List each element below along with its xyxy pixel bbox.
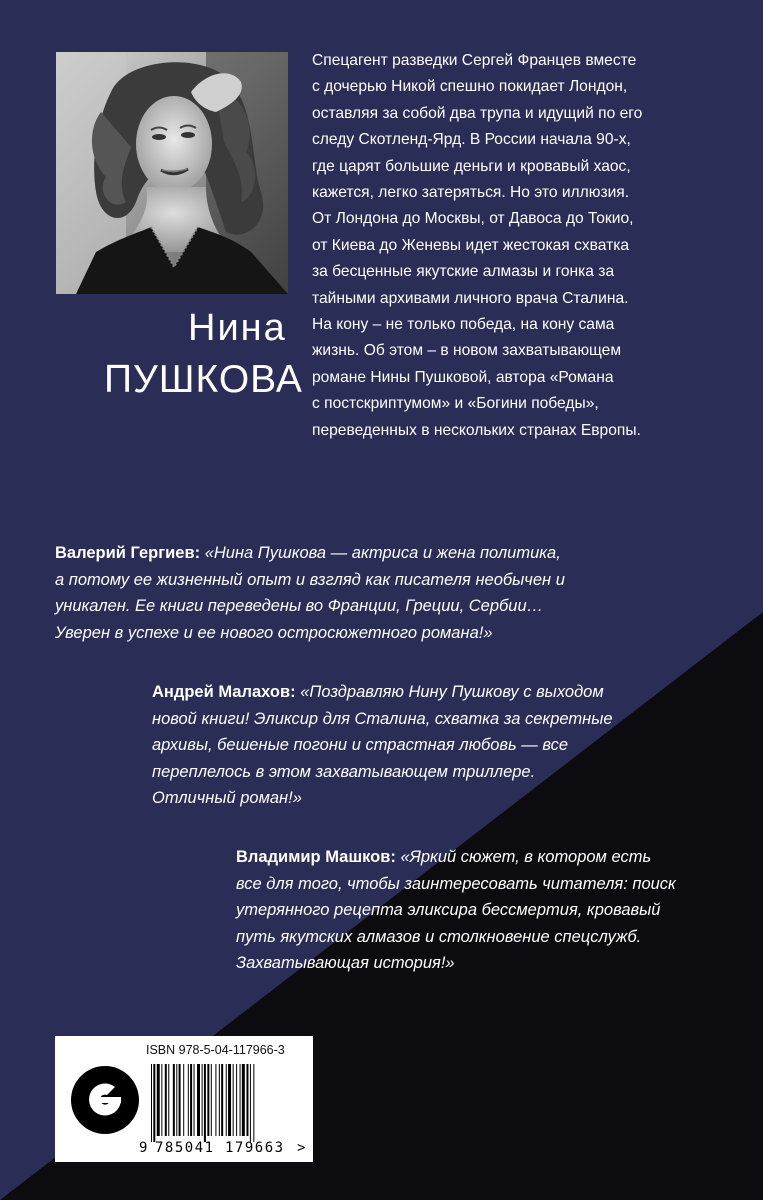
quote-line: Захватывающая история!» <box>236 954 455 973</box>
quote-line: Уверен в успехе и ее нового остросюжетного романа!» <box>55 623 493 642</box>
quote-line: архивы, бешеные погони и страстная любовь — все <box>152 736 569 755</box>
barcode-bar <box>246 1064 248 1136</box>
barcode-bar <box>173 1064 175 1136</box>
barcode-bar <box>221 1064 223 1136</box>
barcode-bar <box>176 1064 177 1136</box>
barcode-bar <box>183 1064 184 1136</box>
blurb-line: романе Нины Пушковой, автора «Романа <box>312 368 614 386</box>
book-blurb <box>312 48 708 444</box>
barcode-bar <box>161 1064 162 1136</box>
barcode-bar <box>194 1064 195 1136</box>
blurb-line: с постскриптумом» и «Богини победы», <box>312 395 599 413</box>
barcode-bar <box>253 1064 254 1142</box>
blurb-line: с дочерью Никой спешно покидает Лондон, <box>312 78 628 96</box>
barcode-bar <box>179 1064 181 1136</box>
author-photo <box>56 52 288 294</box>
barcode-bar <box>226 1064 227 1136</box>
author-first-name: Нина <box>188 307 287 349</box>
blurb-line: Спецагент разведки Сергей Францев вместе <box>312 52 637 69</box>
quote-line: все для того, чтобы заинтересовать читателя: поиск <box>236 874 676 893</box>
quote-line: переплелось в этом захватывающем триллере. <box>152 762 536 781</box>
barcode-bar <box>219 1064 220 1136</box>
barcode-left-digits: 785041 <box>155 1140 215 1156</box>
blurb-line: тайными архивами личного врача Сталина. <box>312 289 629 307</box>
barcode-bar <box>207 1064 209 1136</box>
quote-line: а потому ее жизненный опыт и взгляд как писателя необычен и <box>55 570 565 589</box>
quote-line: «Нина Пушкова — актриса и жена политика, <box>204 544 561 562</box>
blurb-line: за бесценные якутские алмазы и гонка за <box>312 263 615 281</box>
blurb-line: На кону – не только победа, на кону сама <box>312 316 615 334</box>
author-last-name: ПУШКОВА <box>104 358 303 401</box>
barcode <box>139 1060 307 1156</box>
barcode-bar <box>215 1064 216 1136</box>
blurb-line: От Лондона до Москвы, от Давоса до Токио, <box>312 210 634 228</box>
quote-line: уникален. Ее книги переведены во Франции, Греции, Сербии… <box>55 597 544 616</box>
quote-author: Андрей Малахов: <box>152 683 296 701</box>
quote-gergiev <box>55 540 655 646</box>
barcode-tail: > <box>297 1140 306 1156</box>
barcode-right-digits: 179663 <box>225 1140 285 1156</box>
barcode-bar <box>190 1064 192 1136</box>
quote-author: Валерий Гергиев: <box>55 544 201 562</box>
barcode-bar <box>228 1064 231 1136</box>
blurb-line: кажется, легко затеряться. Но это иллюзия. <box>312 184 630 202</box>
isbn-block <box>55 1036 313 1162</box>
blurb-line: от Киева до Женевы идет жестокая схватка <box>312 236 630 254</box>
quote-mashkov <box>236 844 706 977</box>
barcode-bar <box>151 1064 152 1142</box>
quote-line: «Поздравляю Нину Пушкову с выходом <box>300 683 604 701</box>
quote-line: «Яркий сюжет, в котором есть <box>400 848 652 866</box>
quote-line: Отличный роман!» <box>152 789 302 808</box>
isbn-number: ISBN 978-5-04-117966-3 <box>146 1043 285 1057</box>
blurb-line: переведенных в нескольких странах Европы. <box>312 421 641 439</box>
blurb-line: жизнь. Об этом – в новом захватывающем <box>312 342 622 360</box>
barcode-bar <box>165 1064 167 1136</box>
barcode-bar <box>202 1064 203 1136</box>
quote-author: Владимир Машков: <box>236 848 396 866</box>
barcode-bar <box>157 1064 160 1136</box>
eksmo-logo-icon <box>69 1064 141 1136</box>
blurb-line: оставляя за собой два трупа и идущий по его <box>312 104 643 122</box>
barcode-bar <box>242 1064 245 1136</box>
barcode-bar <box>236 1064 237 1136</box>
barcode-bar <box>233 1064 234 1136</box>
barcode-bar <box>153 1064 155 1142</box>
barcode-bar <box>250 1064 251 1142</box>
barcode-bar <box>188 1064 189 1136</box>
quote-line: утерянного рецепта эликсира бессмертия, кровавый <box>236 901 661 920</box>
barcode-lead-digit: 9 <box>139 1140 148 1156</box>
barcode-bar <box>197 1064 200 1136</box>
quote-line: путь якутских алмазов и столкновение спецслужб. <box>236 927 642 946</box>
blurb-line: где царят большие деньги и кровавый хаос, <box>312 157 631 175</box>
quote-line: новой книги! Эликсир для Сталина, схватка за секретные <box>152 709 613 728</box>
blurb-line: следу Скотленд-Ярд. В России начала 90-х, <box>312 131 631 149</box>
barcode-bar <box>168 1064 169 1136</box>
barcode-bar <box>204 1064 206 1142</box>
barcode-bar <box>211 1064 212 1136</box>
barcode-bar <box>240 1064 241 1136</box>
quote-malakhov <box>152 679 712 812</box>
